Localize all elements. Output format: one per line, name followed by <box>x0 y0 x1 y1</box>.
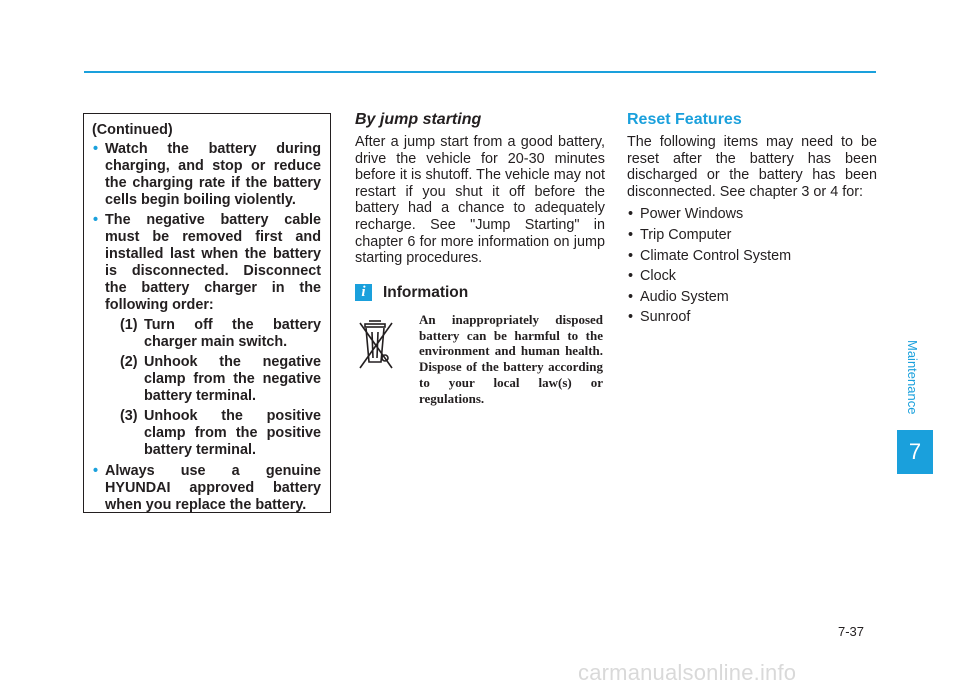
information-header <box>355 282 605 304</box>
footer-watermark: carmanualsonline.info <box>578 660 797 685</box>
information-text: An inappropriately disposed battery can be harmful to the environment and human health. Dispose of the battery according to your local law(s) or regulations. <box>419 311 603 406</box>
warning-text: Watch the battery during charging, and stop or reduce the charging rate if the battery cells begin boiling violently. <box>105 141 321 208</box>
section-side-label: Maintenance <box>905 340 920 415</box>
step-item <box>120 354 321 405</box>
list-item: • Trip Computer <box>628 226 732 243</box>
crossed-bin-icon <box>355 312 411 407</box>
step-text: Unhook the positive clamp from the positive battery terminal. <box>144 408 321 458</box>
warning-item <box>92 463 321 514</box>
top-rule <box>84 71 876 73</box>
information-body <box>355 312 605 407</box>
reset-features-body: The following items may need to be reset after the battery has been discharged or the battery has been disconnected. See chapter 3 or 4 for: <box>627 134 877 200</box>
list-item: • Power Windows <box>628 206 744 223</box>
step-number: (1) <box>120 317 138 333</box>
list-item: • Climate Control System <box>628 247 792 264</box>
step-item <box>120 408 321 459</box>
list-item: • Sunroof <box>628 309 691 326</box>
warning-box <box>83 113 331 513</box>
jump-start-section <box>355 110 605 407</box>
warning-text: The negative battery cable must be removed first and installed last when the battery is disconnected. Disconnect the battery charger in the following order: <box>105 212 321 313</box>
chapter-tab: 7 <box>897 430 933 474</box>
step-text: Unhook the negative clamp from the negative battery terminal. <box>144 354 321 404</box>
bullet-icon: • <box>93 212 99 228</box>
information-label: Information <box>383 283 469 301</box>
list-item: • Clock <box>628 268 676 285</box>
info-icon: i <box>355 284 372 301</box>
step-item <box>120 317 321 351</box>
reset-features-heading: Reset Features <box>627 111 742 128</box>
warning-item <box>92 212 321 459</box>
step-number: (3) <box>120 408 138 424</box>
step-number: (2) <box>120 354 138 370</box>
bullet-icon: • <box>93 141 99 157</box>
warning-item <box>92 141 321 209</box>
step-list <box>120 317 321 459</box>
bullet-icon: • <box>93 463 99 479</box>
reset-features-section <box>627 110 877 328</box>
continued-label: (Continued) <box>92 122 173 138</box>
jump-start-heading: By jump starting <box>355 111 482 128</box>
jump-start-body: After a jump start from a good battery, drive the vehicle for 20-30 minutes before it is shutoff. The vehicle may not restart if you shut it off before the battery had a chance to adequately recharge. See "Jump Starting" in chapter 6 for more information on jump starting procedures. <box>355 134 605 267</box>
reset-list <box>627 204 877 328</box>
page-number: 7-37 <box>838 624 865 639</box>
list-item: • Audio System <box>628 288 729 305</box>
warning-text: Always use a genuine HYUNDAI approved battery when you replace the battery. <box>105 463 321 513</box>
step-text: Turn off the battery charger main switch. <box>144 317 321 350</box>
